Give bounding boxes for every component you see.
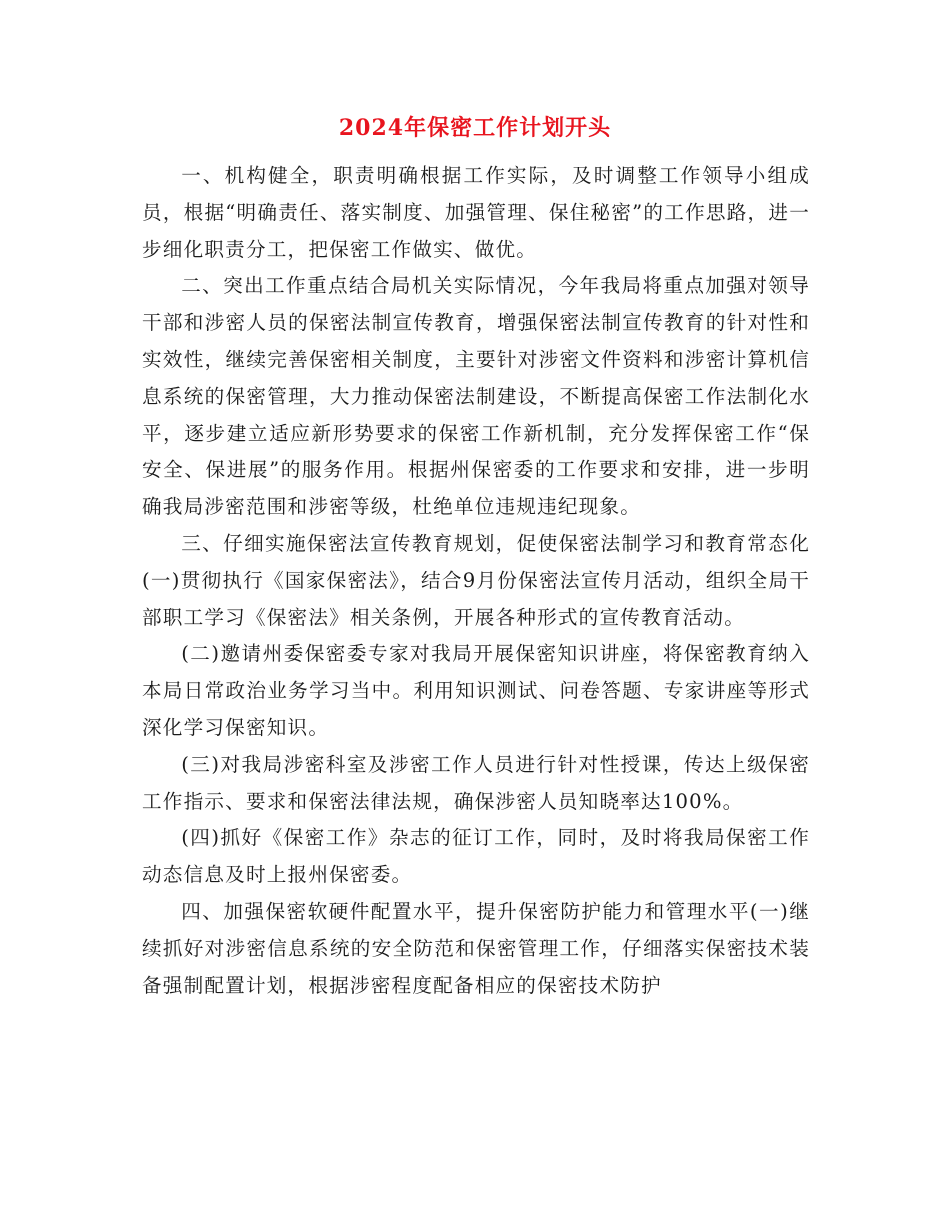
document-body (142, 158, 810, 1004)
paragraph-7: 四、加强保密软硬件配置水平，提升保密防护能力和管理水平(一)继续抓好对涉密信息系统的安全防范和保密管理工作，仔细落实保密技术装备强制配置计划，根据涉密程度配备相应的保密技术防护 (142, 899, 810, 997)
document-title: 2024年保密工作计划开头 (338, 115, 612, 141)
paragraph-6: (四)抓好《保密工作》杂志的征订工作，同时，及时将我局保密工作动态信息及时上报州保密委。 (142, 826, 810, 887)
paragraph-3: 三、仔细实施保密法宣传教育规划，促使保密法制学习和教育常态化(一)贯彻执行《国家保密法》，结合9月份保密法宣传月活动，组织全局干部职工学习《保密法》相关条例，开展各种形式的宣传教育活动。 (142, 531, 810, 629)
paragraph-5: (三)对我局涉密科室及涉密工作人员进行针对性授课，传达上级保密工作指示、要求和保密法律法规，确保涉密人员知晓率达100%。 (142, 752, 810, 813)
paragraph-2: 二、突出工作重点结合局机关实际情况，今年我局将重点加强对领导干部和涉密人员的保密法制宣传教育，增强保密法制宣传教育的针对性和实效性，继续完善保密相关制度，主要针对涉密文件资料和涉密计算机信息系统的保密管理，大力推动保密法制建设，不断提高保密工作法制化水平，逐步建立适应新形势要求的保密工作新机制，充分发挥保密工作“保安全、保进展”的服务作用。根据州保密委的工作要求和安排，进一步明确我局涉密范围和涉密等级，杜绝单位违规违纪现象。 (142, 274, 810, 519)
paragraph-4: (二)邀请州委保密委专家对我局开展保密知识讲座，将保密教育纳入本局日常政治业务学习当中。利用知识测试、问卷答题、专家讲座等形式深化学习保密知识。 (142, 642, 810, 739)
paragraph-1: 一、机构健全，职责明确根据工作实际，及时调整工作领导小组成员，根据“明确责任、落实制度、加强管理、保住秘密”的工作思路，进一步细化职责分工，把保密工作做实、做优。 (142, 164, 810, 261)
